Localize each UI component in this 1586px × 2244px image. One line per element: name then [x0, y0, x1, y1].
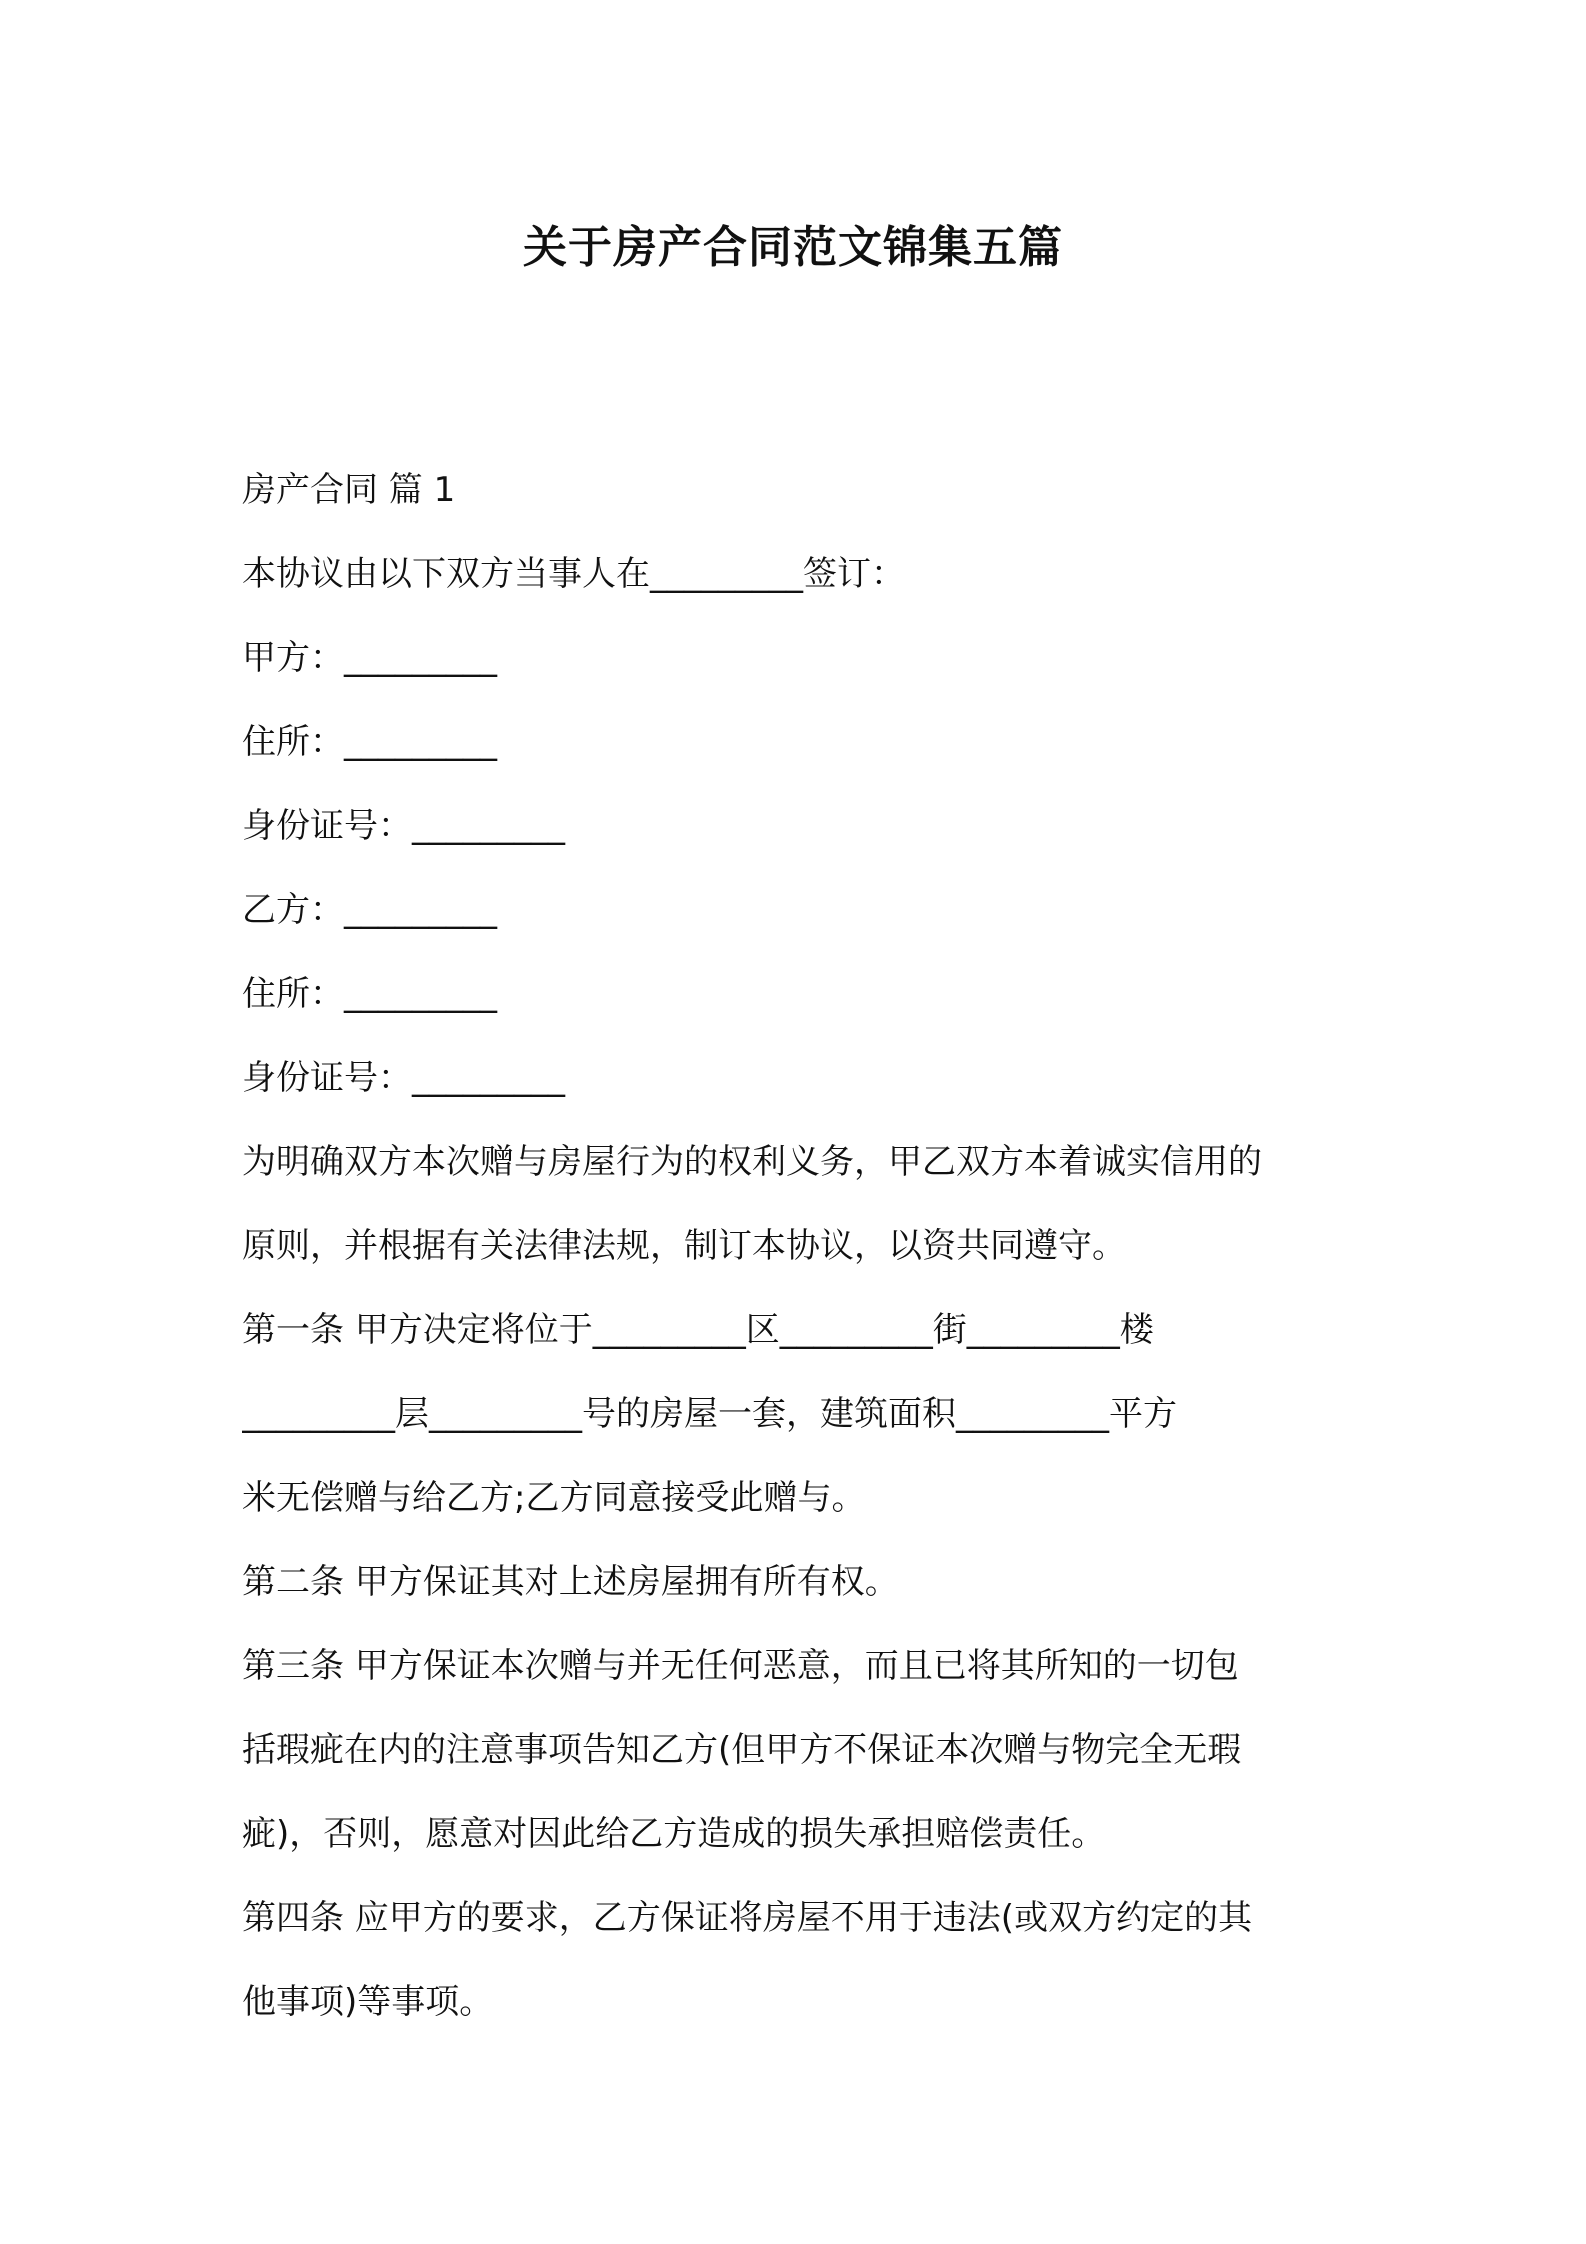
article-3-line: 括瑕疵在内的注意事项告知乙方(但甲方不保证本次赠与物完全无瑕 [242, 1730, 1242, 1770]
section-heading: 房产合同 篇 1 [242, 470, 456, 510]
article-1-line: 米无偿赠与给乙方;乙方同意接受此赠与。 [242, 1478, 866, 1518]
party-a-id-field: 身份证号：_________ [242, 806, 565, 846]
article-4-line: 他事项)等事项。 [242, 1982, 494, 2022]
paragraph-line: 原则，并根据有关法律法规，制订本协议，以资共同遵守。 [242, 1226, 1126, 1266]
article-3-line: 疵)，否则，愿意对因此给乙方造成的损失承担赔偿责任。 [242, 1814, 1106, 1854]
party-b-id-field: 身份证号：_________ [242, 1058, 565, 1098]
article-4-line: 第四条 应甲方的要求，乙方保证将房屋不用于违法(或双方约定的其 [242, 1898, 1253, 1938]
party-b-address-field: 住所：_________ [242, 974, 497, 1014]
article-3-line: 第三条 甲方保证本次赠与并无任何恶意，而且已将其所知的一切包 [242, 1646, 1239, 1686]
article-2-line: 第二条 甲方保证其对上述房屋拥有所有权。 [242, 1562, 899, 1602]
article-1-line: _________层_________号的房屋一套，建筑面积_________平方 [242, 1394, 1177, 1434]
party-a-field: 甲方：_________ [242, 638, 497, 678]
document-title: 关于房产合同范文锦集五篇 [523, 222, 1063, 273]
paragraph-line: 为明确双方本次赠与房屋行为的权利义务，甲乙双方本着诚实信用的 [242, 1142, 1262, 1182]
document-body [242, 448, 1352, 2044]
article-1-line: 第一条 甲方决定将位于_________区_________街_________楼 [242, 1310, 1154, 1350]
party-a-address-field: 住所：_________ [242, 722, 497, 762]
paragraph-line: 本协议由以下双方当事人在_________签订： [242, 554, 905, 594]
party-b-field: 乙方：_________ [242, 890, 497, 930]
